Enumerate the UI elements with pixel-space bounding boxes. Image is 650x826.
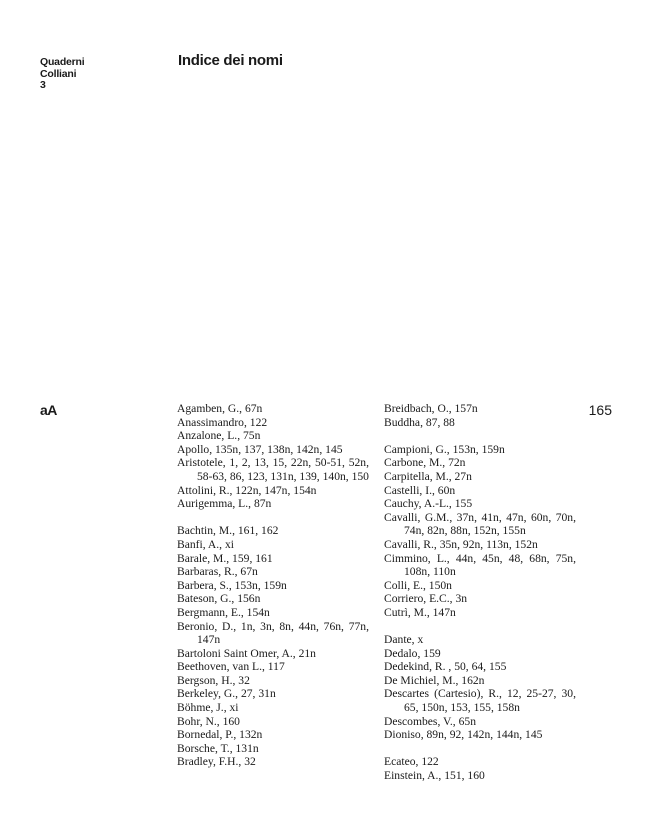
index-entry: Dedalo, 159 [384, 646, 441, 660]
index-entry: Bergson, H., 32 [177, 673, 250, 687]
index-entry: Descartes (Cartesio), R., 12, 25-27, 30, 65, 150n, 153, 155, 158n [384, 687, 576, 715]
index-entry: Buddha, 87, 88 [384, 415, 455, 429]
index-entry: Breidbach, O., 157n [384, 402, 478, 415]
index-entry: Bohr, N., 160 [177, 714, 240, 728]
index-entry: Dioniso, 89n, 92, 142n, 144n, 145 [384, 728, 543, 742]
index-entry: Carpitella, M., 27n [384, 469, 472, 483]
page-title: Indice dei nomi [178, 52, 283, 69]
index-entry: Cavalli, G.M., 37n, 41n, 47n, 60n, 70n, 74n, 82n, 88n, 152n, 155n [384, 510, 576, 538]
section-letter: aA [40, 402, 57, 418]
index-entry: Beronio, D., 1n, 3n, 8n, 44n, 76n, 77n, 147n [177, 619, 369, 647]
index-entry: Colli, E., 150n [384, 578, 452, 592]
letter-group-spacer [384, 742, 576, 756]
index-entry: Berkeley, G., 27, 31n [177, 687, 276, 701]
letter-group-spacer [384, 429, 576, 443]
index-entry: Cimmino, L., 44n, 45n, 48, 68n, 75n, 108n, 110n [384, 551, 576, 579]
series-line: 3 [40, 79, 46, 91]
index-entry: Campioni, G., 153n, 159n [384, 442, 505, 456]
index-entry: Bachtin, M., 161, 162 [177, 524, 279, 538]
index-entry: Aurigemma, L., 87n [177, 497, 272, 511]
index-entry: Aristotele, 1, 2, 13, 15, 22n, 50-51, 52n, 58-63, 86, 123, 131n, 139, 140n, 150 [177, 456, 369, 483]
index-entry: Barale, M., 159, 161 [177, 551, 273, 565]
index-entry: Cavalli, R., 35n, 92n, 113n, 152n [384, 537, 538, 551]
index-entry: Barbaras, R., 67n [177, 565, 258, 579]
index-entry: Castelli, I., 60n [384, 483, 456, 497]
index-entry: Agamben, G., 67n [177, 402, 263, 415]
index-entry: De Michiel, M., 162n [384, 673, 485, 687]
page-number: 165 [588, 402, 612, 418]
index-entry: Cutrì, M., 147n [384, 605, 456, 619]
letter-group-spacer [177, 511, 369, 525]
index-entry: Bateson, G., 156n [177, 592, 261, 606]
index-entry: Böhme, J., xi [177, 701, 239, 715]
index-entry: Bradley, F.H., 32 [177, 755, 256, 769]
index-entry: Borsche, T., 131n [177, 741, 259, 755]
index-entry: Beethoven, van L., 117 [177, 660, 285, 674]
index-entry: Descombes, V., 65n [384, 714, 476, 728]
index-entry: Anzalone, L., 75n [177, 429, 261, 443]
index-entry: Dante, x [384, 633, 424, 647]
index-entry: Barbera, S., 153n, 159n [177, 578, 287, 592]
index-entry: Banfi, A., xi [177, 537, 235, 551]
index-entry: Carbone, M., 72n [384, 456, 466, 470]
index-entry: Cauchy, A.-L., 155 [384, 497, 473, 511]
index-entry: Bergmann, E., 154n [177, 605, 270, 619]
series-line: Colliani [40, 67, 77, 80]
index-entry: Apollo, 135n, 137, 138n, 142n, 145 [177, 442, 343, 456]
letter-group-spacer [384, 620, 576, 634]
series-label [40, 57, 85, 92]
index-column-right [384, 402, 576, 783]
index-entry: Einstein, A., 151, 160 [384, 769, 485, 783]
index-entry: Corriero, E.C., 3n [384, 592, 468, 606]
index-entry: Bornedal, P., 132n [177, 728, 263, 742]
index-entry: Bartoloni Saint Omer, A., 21n [177, 646, 316, 660]
index-entry: Anassimandro, 122 [177, 415, 268, 429]
index-column-left [177, 402, 369, 769]
index-entry: Dedekind, R. , 50, 64, 155 [384, 660, 507, 674]
index-entry: Ecateo, 122 [384, 755, 439, 769]
series-line: Quaderni [40, 56, 85, 68]
index-entry: Attolini, R., 122n, 147n, 154n [177, 483, 317, 497]
